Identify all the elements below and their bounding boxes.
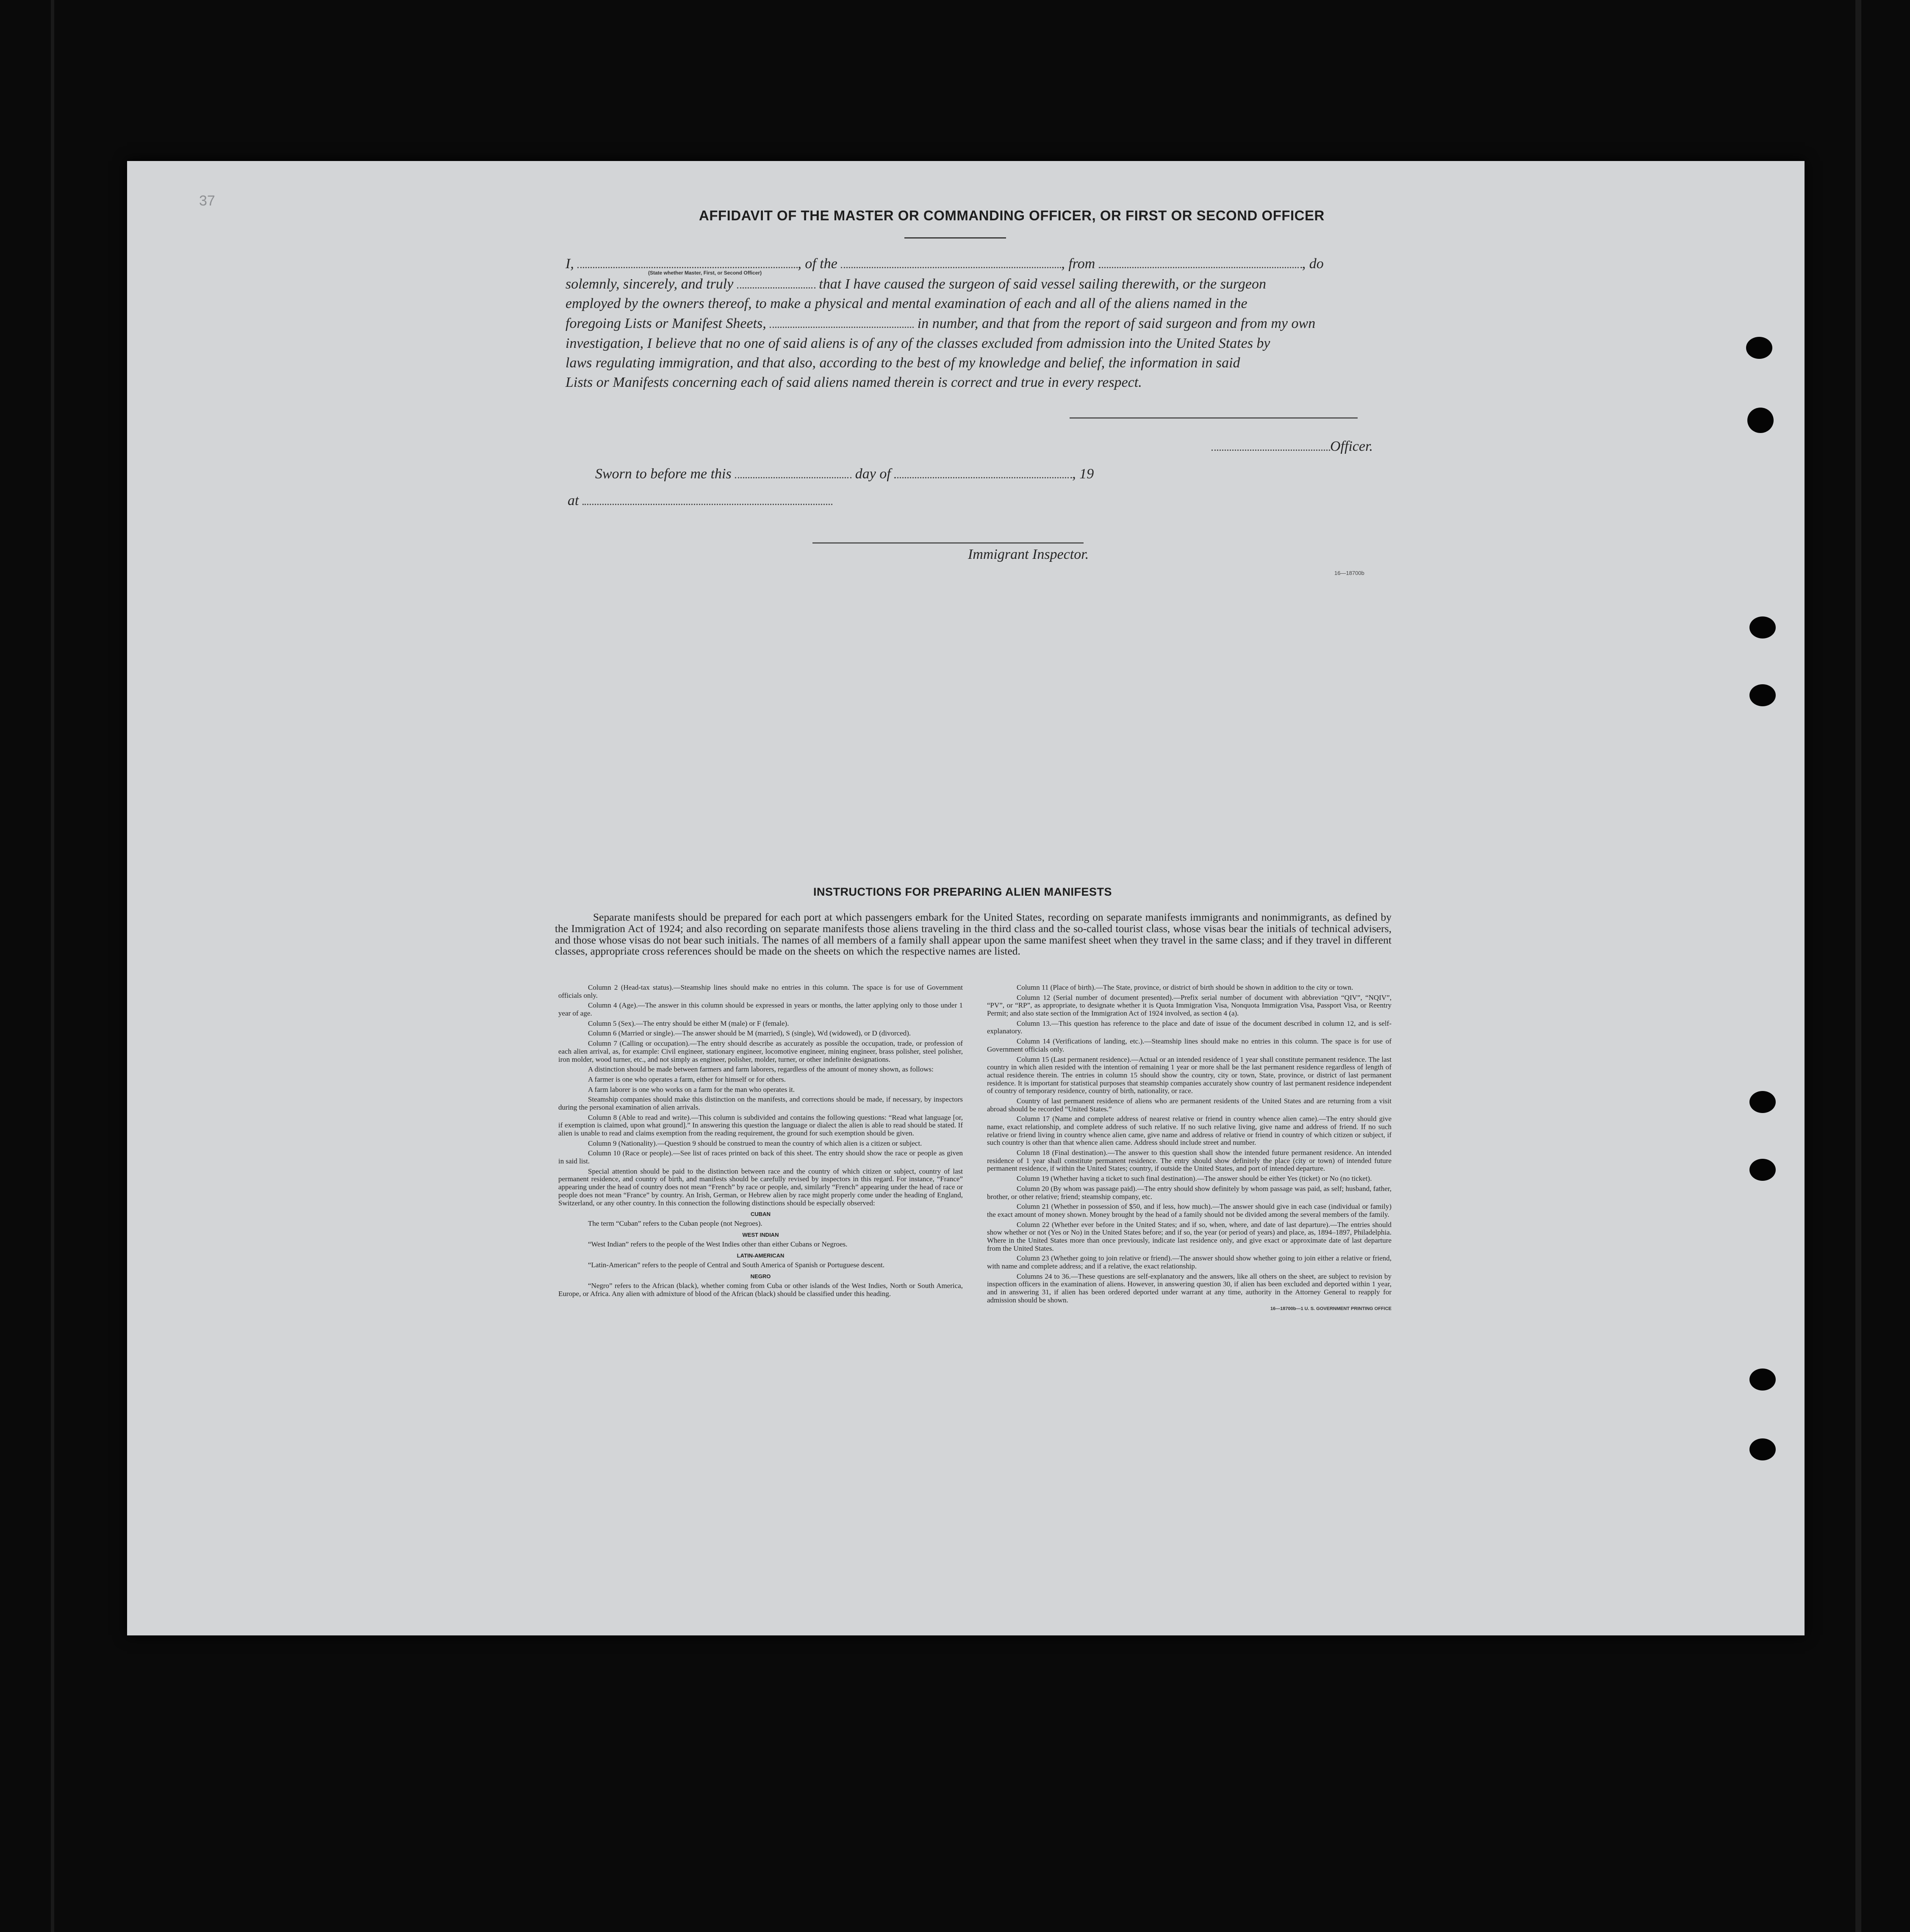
punch-hole bbox=[1749, 1091, 1776, 1113]
instructions-intro: Separate manifests should be prepared for each port at which passengers embark for the United States, recording on separate manifests immigrants and nonimmigrants, as defined by the Immigration Act of 1924; and also recording on separate manifests those aliens traveling in the third class and the so-called tourist class, whose visas bear the initials of technical advisers, and those whose visas do not bear such initials. The names of all members of a family shall appear upon the same manifest sheet when they travel in the same class; and if they travel in different classes, appropriate cross references should be made on the sheets on which the respective names are listed. bbox=[555, 911, 1392, 958]
sheet-count-field[interactable] bbox=[770, 317, 914, 328]
instruction-paragraph: Special attention should be paid to the distinction between race and the country of which citizen or subject, country of last permanent residence, and country of birth, and manifests should be carefully revised by inspectors in this regard. For instance, “France” appearing under the head of country does not mean “French” by race or people, and, similarly “French” appearing under the head of race or people does not mean “France” by country. An Irish, German, or Hebrew alien by race might properly come under the heading of England, Switzerland, or any other country. In this connection the following distinctions should be especially observed: bbox=[558, 1167, 963, 1207]
latin-american-text: “Latin-American” refers to the people of Central and South America of Spanish or Portuguese descent. bbox=[588, 1261, 885, 1269]
sworn-line: Sworn to before me this day of , 19 bbox=[595, 466, 1094, 482]
affidavit-line-6: laws regulating immigration, and that also, according to the best of my knowledge and belief, the information in said bbox=[566, 355, 1240, 371]
at-line: at bbox=[568, 493, 832, 509]
instruction-paragraph: Column 22 (Whether ever before in the United States; and if so, when, where, and date of last departure).—The entries should show whether or not (Yes or No) in the United States before; and if so, the year (or period of years) and place, as, 1894–1897, Philadelphia. Where in the United States more than once previously, indicate last residence only, and give exact or approximate date of last departure from the United States. bbox=[987, 1220, 1392, 1252]
scan-streak bbox=[51, 0, 54, 1932]
instruction-paragraph: Column 6 (Married or single).—The answer should be M (married), S (single), Wd (widowed), or D (divorced). bbox=[588, 1029, 911, 1038]
instruction-paragraph: Column 8 (Able to read and write).—This column is subdivided and contains the following questions: “Read what language [or, if exemption is claimed, upon what ground].” In answering this question the language or dialect the alien is able to read should be stated. If alien is unable to read and claims exemption from the reading requirement, the ground for such exemption should be given. bbox=[558, 1113, 963, 1137]
punch-hole bbox=[1749, 1159, 1776, 1181]
instructions-right-column bbox=[987, 984, 1392, 1314]
punch-hole bbox=[1746, 337, 1772, 359]
cuban-text: The term “Cuban” refers to the Cuban people (not Negroes). bbox=[588, 1219, 762, 1228]
instruction-paragraph: Column 21 (Whether in possession of $50, and if less, how much).—The answer should give in each case (individual or family) the exact amount of money shown. Money brought by the head of a family should not be divided among the several members of the family. bbox=[987, 1202, 1392, 1219]
negro-heading: NEGRO bbox=[750, 1273, 771, 1280]
oath-type-field[interactable] bbox=[737, 278, 815, 289]
instruction-paragraph: Column 20 (By whom was passage paid).—The entry should show definitely by whom passage was paid, as self; husband, father, brother, or other relative; friend; steamship company, etc. bbox=[987, 1184, 1392, 1201]
affidavit-line-4: foregoing Lists or Manifest Sheets, in number, and that from the report of said surgeon and from my own bbox=[566, 316, 1316, 331]
officer-rank-note: (State whether Master, First, or Second Officer) bbox=[648, 270, 762, 276]
title-underline bbox=[904, 237, 1006, 239]
affidavit-line-1: I, , of the , from , do bbox=[566, 256, 1324, 272]
sworn-day-field[interactable] bbox=[735, 468, 851, 478]
instruction-paragraph: Steamship companies should make this distinction on the manifests, and corrections should be made, if necessary, by inspectors during the personal examination of alien arrivals. bbox=[558, 1095, 963, 1111]
punch-hole bbox=[1749, 616, 1776, 638]
instructions-left-column bbox=[558, 984, 963, 1300]
instruction-paragraph: A distinction should be made between farmers and farm laborers, regardless of the amount of money shown, as follows: bbox=[588, 1065, 934, 1074]
punch-hole bbox=[1749, 1368, 1776, 1391]
punch-hole bbox=[1747, 408, 1774, 433]
instruction-paragraph: Column 9 (Nationality).—Question 9 should be construed to mean the country of which alien is a citizen or subject. bbox=[588, 1139, 922, 1147]
instruction-paragraph: Column 11 (Place of birth).—The State, province, or district of birth should be shown in addition to the city or town. bbox=[1017, 983, 1353, 991]
instruction-paragraph: Country of last permanent residence of aliens who are permanent residents of the United States and are returning from a visit abroad should be recorded “United States.” bbox=[987, 1096, 1392, 1113]
instruction-paragraph: Column 23 (Whether going to join relative or friend).—The answer should show whether going to join either a relative or friend, with name and complete address; and if a relative, the exact relationship. bbox=[987, 1254, 1392, 1270]
affidavit-line-2: solemnly, sincerely, and truly that I have caused the surgeon of said vessel sailing therewith, or the surgeon bbox=[566, 276, 1267, 292]
instruction-paragraph: A farm laborer is one who works on a farm for the man who operates it. bbox=[588, 1085, 795, 1094]
cuban-heading: CUBAN bbox=[751, 1211, 771, 1218]
latin-american-heading: LATIN-AMERICAN bbox=[737, 1252, 785, 1259]
instruction-paragraph: Column 2 (Head-tax status).—Steamship lines should make no entries in this column. The space is for use of Government officials only. bbox=[558, 983, 963, 999]
west-indian-text: “West Indian” refers to the people of the West Indies other than either Cubans or Negroes. bbox=[588, 1240, 848, 1249]
instruction-paragraph: Column 7 (Calling or occupation).—The entry should describe as accurately as possible the occupation, trade, or profession of each alien arrival, as, for example: Civil engineer, stationary engineer, locomotive engineer, mining engineer, brass polisher, steel polisher, iron molder, wood turner, etc., and not simply as engineer, polisher, molder, turner, or other indefinite designations. bbox=[558, 1039, 963, 1063]
instruction-paragraph: Column 14 (Verifications of landing, etc.).—Steamship lines should make no entries in this column. The space is for use of Government officials only. bbox=[987, 1037, 1392, 1053]
negro-text: “Negro” refers to the African (black), whether coming from Cuba or other islands of the West Indies, North or South America, Europe, or Africa. Any alien with admixture of blood of the African (black) should be classified under this heading. bbox=[558, 1282, 963, 1298]
instruction-paragraph: Column 4 (Age).—The answer in this column should be expressed in years or months, the latter applying only to those under 1 year of age. bbox=[558, 1001, 963, 1018]
west-indian-heading: WEST INDIAN bbox=[742, 1232, 779, 1238]
instruction-paragraph: Column 12 (Serial number of document presented).—Prefix serial number of document with abbreviation “QIV”, “NQIV”, “PV”, or “RP”, as appropriate, to designate whether it is Quota Immigration Visa, Nonquota Immigration Visa, Passport Visa, or Reentry Permit; and also state section of the Immigration Act of 1924 involved, as section 4 (a). bbox=[987, 993, 1392, 1018]
inspector-label: Immigrant Inspector. bbox=[968, 547, 1089, 562]
instruction-paragraph: Column 10 (Race or people).—See list of races printed on back of this sheet. The entry should show the race or people as given in said list. bbox=[558, 1149, 963, 1166]
vessel-name-field[interactable] bbox=[841, 258, 1061, 268]
punch-hole bbox=[1749, 684, 1776, 706]
officer-title-line: Officer. bbox=[1211, 439, 1373, 455]
instructions-title: INSTRUCTIONS FOR PREPARING ALIEN MANIFESTS bbox=[813, 886, 1112, 898]
instruction-paragraph: Columns 24 to 36.—These questions are self-explanatory and the answers, like all others on the sheet, are subject to revision by inspection officers in the examination of aliens. However, in answering question 30, if alien has been excluded and deported within 1 year, and in answering 31, if alien has been ordered deported under warrant at any time, authority in the Attorney General to reapply for admission should be shown. bbox=[987, 1272, 1392, 1304]
instruction-paragraph: Column 17 (Name and complete address of nearest relative or friend in country whence alien came).—The entry should give name, exact relationship, and complete address of such relative. If no such relative living, give name and address of friend. If no such relative or friend living in country whence alien came, give name and address of relative or friend in country of which citizen or subject, if such country is other than that whence alien came. Address should include street and number. bbox=[987, 1115, 1392, 1147]
instruction-paragraph: Column 15 (Last permanent residence).—Actual or an intended residence of 1 year shall constitute permanent residence. The last country in which alien resided with the intention of remaining 1 year or more shall be the last permanent residence regardless of length of actual residence therein. The entries in column 15 should show the country, city or town, State, province, or district of last permanent residence. It is important for statistical purposes that steamship companies accurately show country of last permanent residence independent of country of temporary residence, country of birth, nationality, or race. bbox=[987, 1055, 1392, 1095]
affidavit-title: AFFIDAVIT OF THE MASTER OR COMMANDING OFFICER, OR FIRST OR SECOND OFFICER bbox=[699, 208, 1325, 223]
affidavit-line-3: employed by the owners thereof, to make a physical and mental examination of each and all of the aliens named in the bbox=[566, 296, 1247, 311]
punch-hole bbox=[1749, 1438, 1776, 1460]
officer-signature-line[interactable] bbox=[1070, 417, 1358, 419]
affidavit-line-7: Lists or Manifests concerning each of said aliens named therein is correct and true in every respect. bbox=[566, 375, 1142, 390]
affidavit-line-5: investigation, I believe that no one of said aliens is of any of the classes excluded from admission into the United States by bbox=[566, 336, 1270, 351]
place-field[interactable] bbox=[582, 494, 832, 505]
scan-streak bbox=[1855, 0, 1861, 1932]
instruction-paragraph: Column 5 (Sex).—The entry should be either M (male) or F (female). bbox=[588, 1019, 789, 1027]
instruction-paragraph: A farmer is one who operates a farm, either for himself or for others. bbox=[588, 1075, 786, 1083]
instruction-paragraph: Column 18 (Final destination).—The answer to this question shall show the intended future permanent residence. An intended residence of 1 year shall constitute permanent residence. The entry should show definitely the place (city or town) of intended future permanent residence, if within the United States; country, if outside the United States, and port of intended departure. bbox=[987, 1149, 1392, 1173]
footer-print-code: 16—18700b—1 U. S. GOVERNMENT PRINTING OFFICE bbox=[1270, 1306, 1392, 1312]
port-from-field[interactable] bbox=[1099, 258, 1302, 268]
corner-page-mark: 37 bbox=[199, 193, 215, 209]
instruction-paragraph: Column 13.—This question has reference to the place and date of issue of the document described in column 12, and is self-explanatory. bbox=[987, 1019, 1392, 1035]
officer-title-field[interactable] bbox=[1211, 440, 1330, 451]
form-number: 16—18700b bbox=[1334, 570, 1364, 576]
inspector-signature-line[interactable] bbox=[812, 542, 1084, 544]
officer-rank-field[interactable] bbox=[577, 258, 798, 268]
sworn-month-field[interactable] bbox=[894, 468, 1072, 478]
instruction-paragraph: Column 19 (Whether having a ticket to such final destination).—The answer should be either Yes (ticket) or No (no ticket). bbox=[1017, 1174, 1372, 1183]
